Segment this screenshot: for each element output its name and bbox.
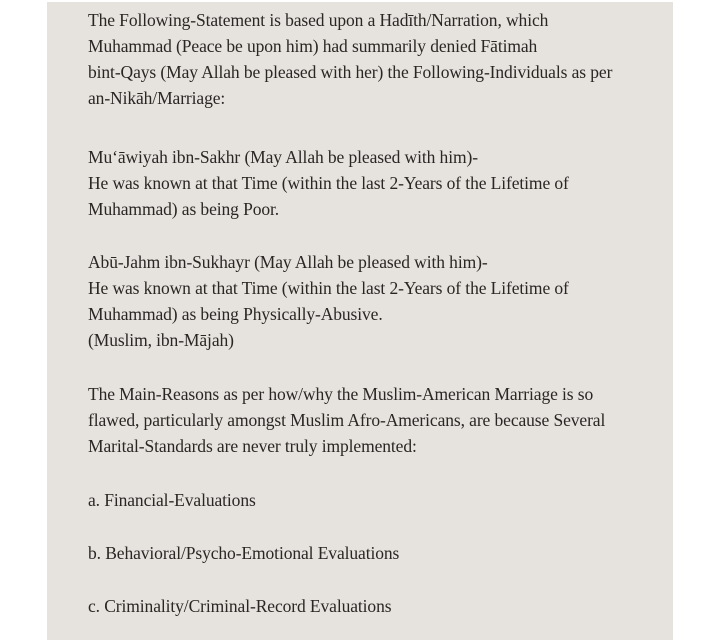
evaluation-item-behavioral: b. Behavioral/Psycho-Emotional Evaluations (88, 543, 400, 563)
document-page (47, 2, 673, 640)
intro-line: an-Nikāh/Marriage: (88, 88, 226, 108)
individual-2-name: Abū-Jahm ibn-Sukhayr (May Allah be pleased with him)- (88, 252, 488, 272)
evaluation-item-criminality: c. Criminality/Criminal-Record Evaluations (88, 596, 392, 616)
individual-2-source: (Muslim, ibn-Mājah) (88, 330, 234, 350)
intro-line: bint-Qays (May Allah be pleased with her) the Following-Individuals as per (88, 62, 613, 82)
intro-line: The Following-Statement is based upon a Hadīth/Narration, which (88, 10, 549, 30)
reasons-line: Marital-Standards are never truly implemented: (88, 436, 417, 456)
individual-2-description-line: He was known at that Time (within the last 2-Years of the Lifetime of (88, 278, 569, 298)
individual-1-description-line: He was known at that Time (within the last 2-Years of the Lifetime of (88, 173, 569, 193)
reasons-line: flawed, particularly amongst Muslim Afro-Americans, are because Several (88, 410, 606, 430)
individual-1-name: Mu‘āwiyah ibn-Sakhr (May Allah be pleased with him)- (88, 147, 478, 167)
intro-line: Muhammad (Peace be upon him) had summarily denied Fātimah (88, 36, 538, 56)
individual-1-description-line: Muhammad) as being Poor. (88, 199, 280, 219)
individual-2-description-line: Muhammad) as being Physically-Abusive. (88, 304, 383, 324)
evaluation-item-financial: a. Financial-Evaluations (88, 490, 256, 510)
reasons-line: The Main-Reasons as per how/why the Muslim-American Marriage is so (88, 384, 594, 404)
